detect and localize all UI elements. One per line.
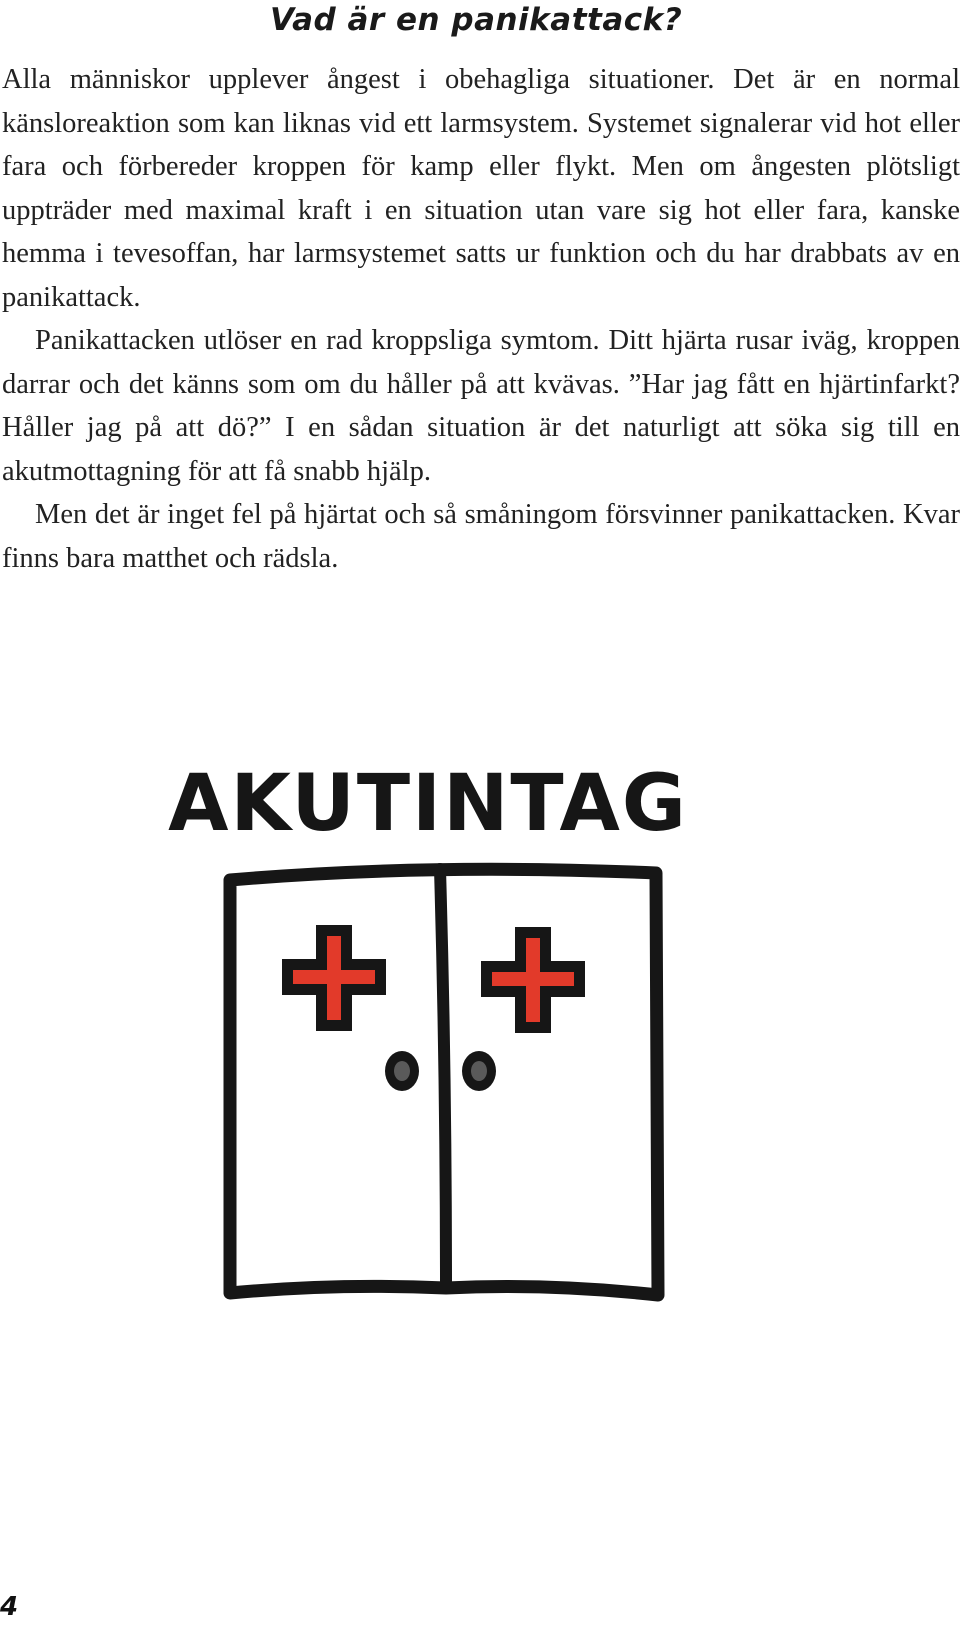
left-red-cross-icon	[282, 925, 386, 1031]
akutintag-sign-text: AKUTINTAG	[168, 759, 688, 849]
door-divider	[440, 869, 446, 1288]
paragraph-1: Alla människor upplever ångest i obehagliga situationer. Det är en normal känsloreaktion som kan liknas vid ett larmsystem. Systemet signalerar vid hot eller fara och förbereder kroppen för kamp eller flykt. Men om ångesten plötsligt uppträder med maximal kraft i en situation utan vare sig hot eller fara, kanske hemma i tevesoffan, har larmsystemet satts ur funktion och du har drabbats av en panikattack.	[2, 64, 960, 313]
body-text	[2, 58, 960, 580]
paragraph-2: Panikattacken utlöser en rad kroppsliga symtom. Ditt hjärta rusar iväg, kroppen darrar och det känns som om du håller på att kvävas. ”Har jag fått en hjärtinfarkt? Håller jag på att dö?” I en sådan situation är det naturligt att söka sig till en akutmottagning för att få snabb hjälp.	[2, 325, 960, 487]
right-red-cross-icon	[481, 927, 585, 1033]
illustration-svg	[128, 735, 768, 1320]
paragraph-3: Men det är inget fel på hjärtat och så småningom försvinner panikattacken. Kvar finns bara matthet och rädsla.	[2, 499, 960, 574]
emergency-doors-illustration	[128, 735, 768, 1320]
page-heading: Vad är en panikattack?	[270, 2, 683, 38]
page-number: 4	[0, 1592, 19, 1622]
